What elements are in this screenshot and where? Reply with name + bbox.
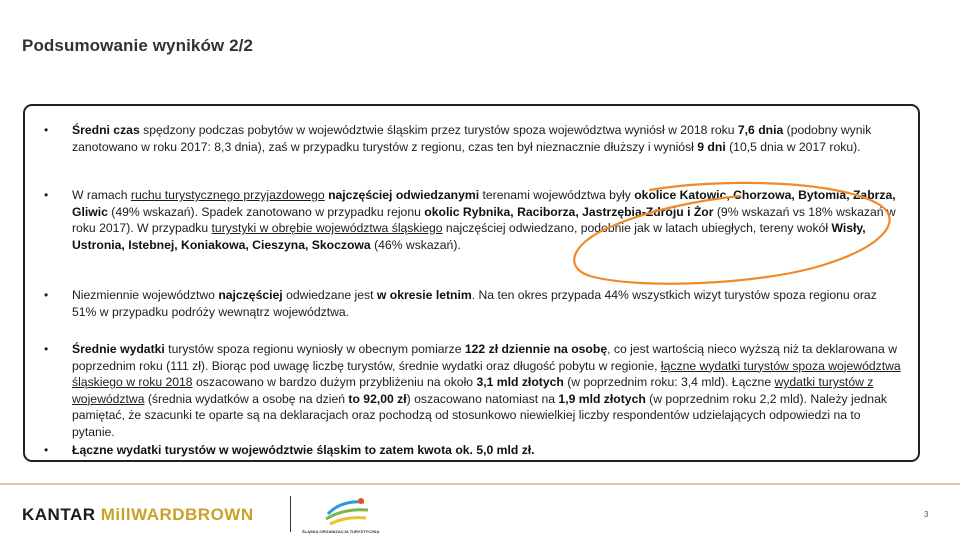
logo-separator	[290, 496, 291, 532]
underlined-text: łączne wydatki turystów spoza województwa śląskiego w roku 2018	[72, 358, 901, 389]
text: terenami województwa były	[479, 188, 635, 202]
text: (w poprzednim roku 2,2 mld). Należy jednak pamiętać, że szacunki te oparte są na deklaracjach oraz pochodzą od stosunkowo niewielkiej liczby respondentów udzielających odpowiedzi na to pytanie.	[72, 391, 887, 439]
page-number: 3	[924, 510, 929, 519]
emphasis: 9 dni	[697, 139, 726, 154]
text: W ramach	[72, 188, 131, 202]
text: (w poprzednim roku: 3,4 mld). Łączne	[563, 375, 775, 389]
bullet-item-season	[44, 287, 902, 320]
emphasis: Średni czas	[72, 123, 140, 137]
emphasis: to 92,00 zł	[348, 391, 407, 406]
footer-divider	[0, 483, 960, 485]
logo-mill-text: MillWARDBROWN	[100, 505, 254, 524]
emphasis: Łączne wydatki turystów w województwie śląskim to zatem kwota ok. 5,0 mld zł.	[72, 443, 535, 457]
text: spędzony podczas pobytów w województwie śląskim przez turystów spoza województwa wyniósł w 2018 roku	[139, 123, 738, 137]
text: turystów spoza regionu wyniosły w obecnym pomiarze	[164, 342, 465, 356]
underlined-text: turystyki w obrębie województwa śląskiego	[211, 221, 443, 235]
bullet-marker: •	[44, 342, 49, 356]
text: (9% wskazań vs 18% wskazań w roku 2017). W przypadku	[72, 204, 896, 235]
text: (49% wskazań). Spadek zanotowano w przypadku rejonu	[107, 204, 425, 219]
silesian-tourism-logo-text: ŚLĄSKA ORGANIZACJA TURYSTYCZNA	[302, 529, 380, 534]
emphasis: okolice Katowic, Chorzowa, Bytomia, Zabrza, Gliwic	[72, 188, 896, 219]
emphasis: 3,1 mld złotych	[476, 375, 564, 389]
emphasis: 122 zł dziennie na osobę	[464, 342, 608, 356]
underlined-text: ruchu turystycznego przyjazdowego	[130, 188, 325, 202]
bullet-marker: •	[44, 188, 49, 202]
bullet-marker: •	[44, 123, 49, 137]
text: (46% wskazań).	[370, 237, 461, 252]
emphasis: Średnie wydatki	[72, 342, 165, 356]
emphasis: 7,6 dnia	[737, 123, 784, 137]
underlined-text: wydatki turystów z województwa	[72, 375, 874, 406]
emphasis: okolic Rybnika, Raciborza, Jastrzębia-Zdroju i Żor	[424, 204, 714, 219]
text: najczęściej odwiedzano, podobnie jak w latach ubiegłych, tereny wokół	[442, 221, 832, 235]
text: ) oszacowano natomiast na	[406, 391, 559, 406]
text: odwiedzane jest	[282, 288, 377, 302]
logo-kantar-text: KANTAR	[22, 505, 96, 524]
text: (10,5 dnia w 2017 roku).	[725, 139, 861, 154]
text: (średnia wydatków a osobę na dzień	[144, 391, 349, 406]
bullet-item-visited-areas	[44, 187, 902, 253]
emphasis: Wisły, Ustronia, Istebnej, Koniakowa, Cieszyna, Skoczowa	[72, 221, 866, 252]
page-title: Podsumowanie wyników 2/2	[22, 36, 254, 55]
emphasis: w okresie letnim	[376, 288, 472, 302]
bullet-item-expenses	[44, 341, 902, 440]
summary-box	[23, 104, 920, 462]
bullet-item-average-time	[44, 122, 902, 155]
text: . Na ten okres przypada 44% wszystkich wizyt turystów spoza regionu oraz 51% w przypadku podróży wewnątrz województwa.	[72, 288, 877, 319]
emphasis: najczęściej odwiedzanymi	[328, 188, 480, 202]
bullet-marker: •	[44, 443, 49, 457]
bullet-marker: •	[44, 288, 49, 302]
text: , co jest wartością nieco wyższą niż ta deklarowana w poprzednim roku (111 zł). Biorąc pod uwagę liczbę turystów, średnie wydatki oraz długość pobytu w regionie,	[72, 342, 898, 373]
kantar-millwardbrown-logo	[22, 505, 254, 525]
text: oszacowano w bardzo dużym przybliżeniu na około	[192, 375, 477, 389]
emphasis: 1,9 mld złotych	[558, 391, 646, 406]
text: (podobny wynik zanotowano w roku 2017: 8,3 dnia), zaś w przypadku turystów z regionu, czas ten był nieznacznie dłuższy i wyniósł	[72, 123, 872, 154]
text: Niezmiennie województwo	[72, 288, 219, 302]
bullet-item-total-expenses	[44, 442, 902, 459]
emphasis: najczęściej	[218, 288, 283, 302]
